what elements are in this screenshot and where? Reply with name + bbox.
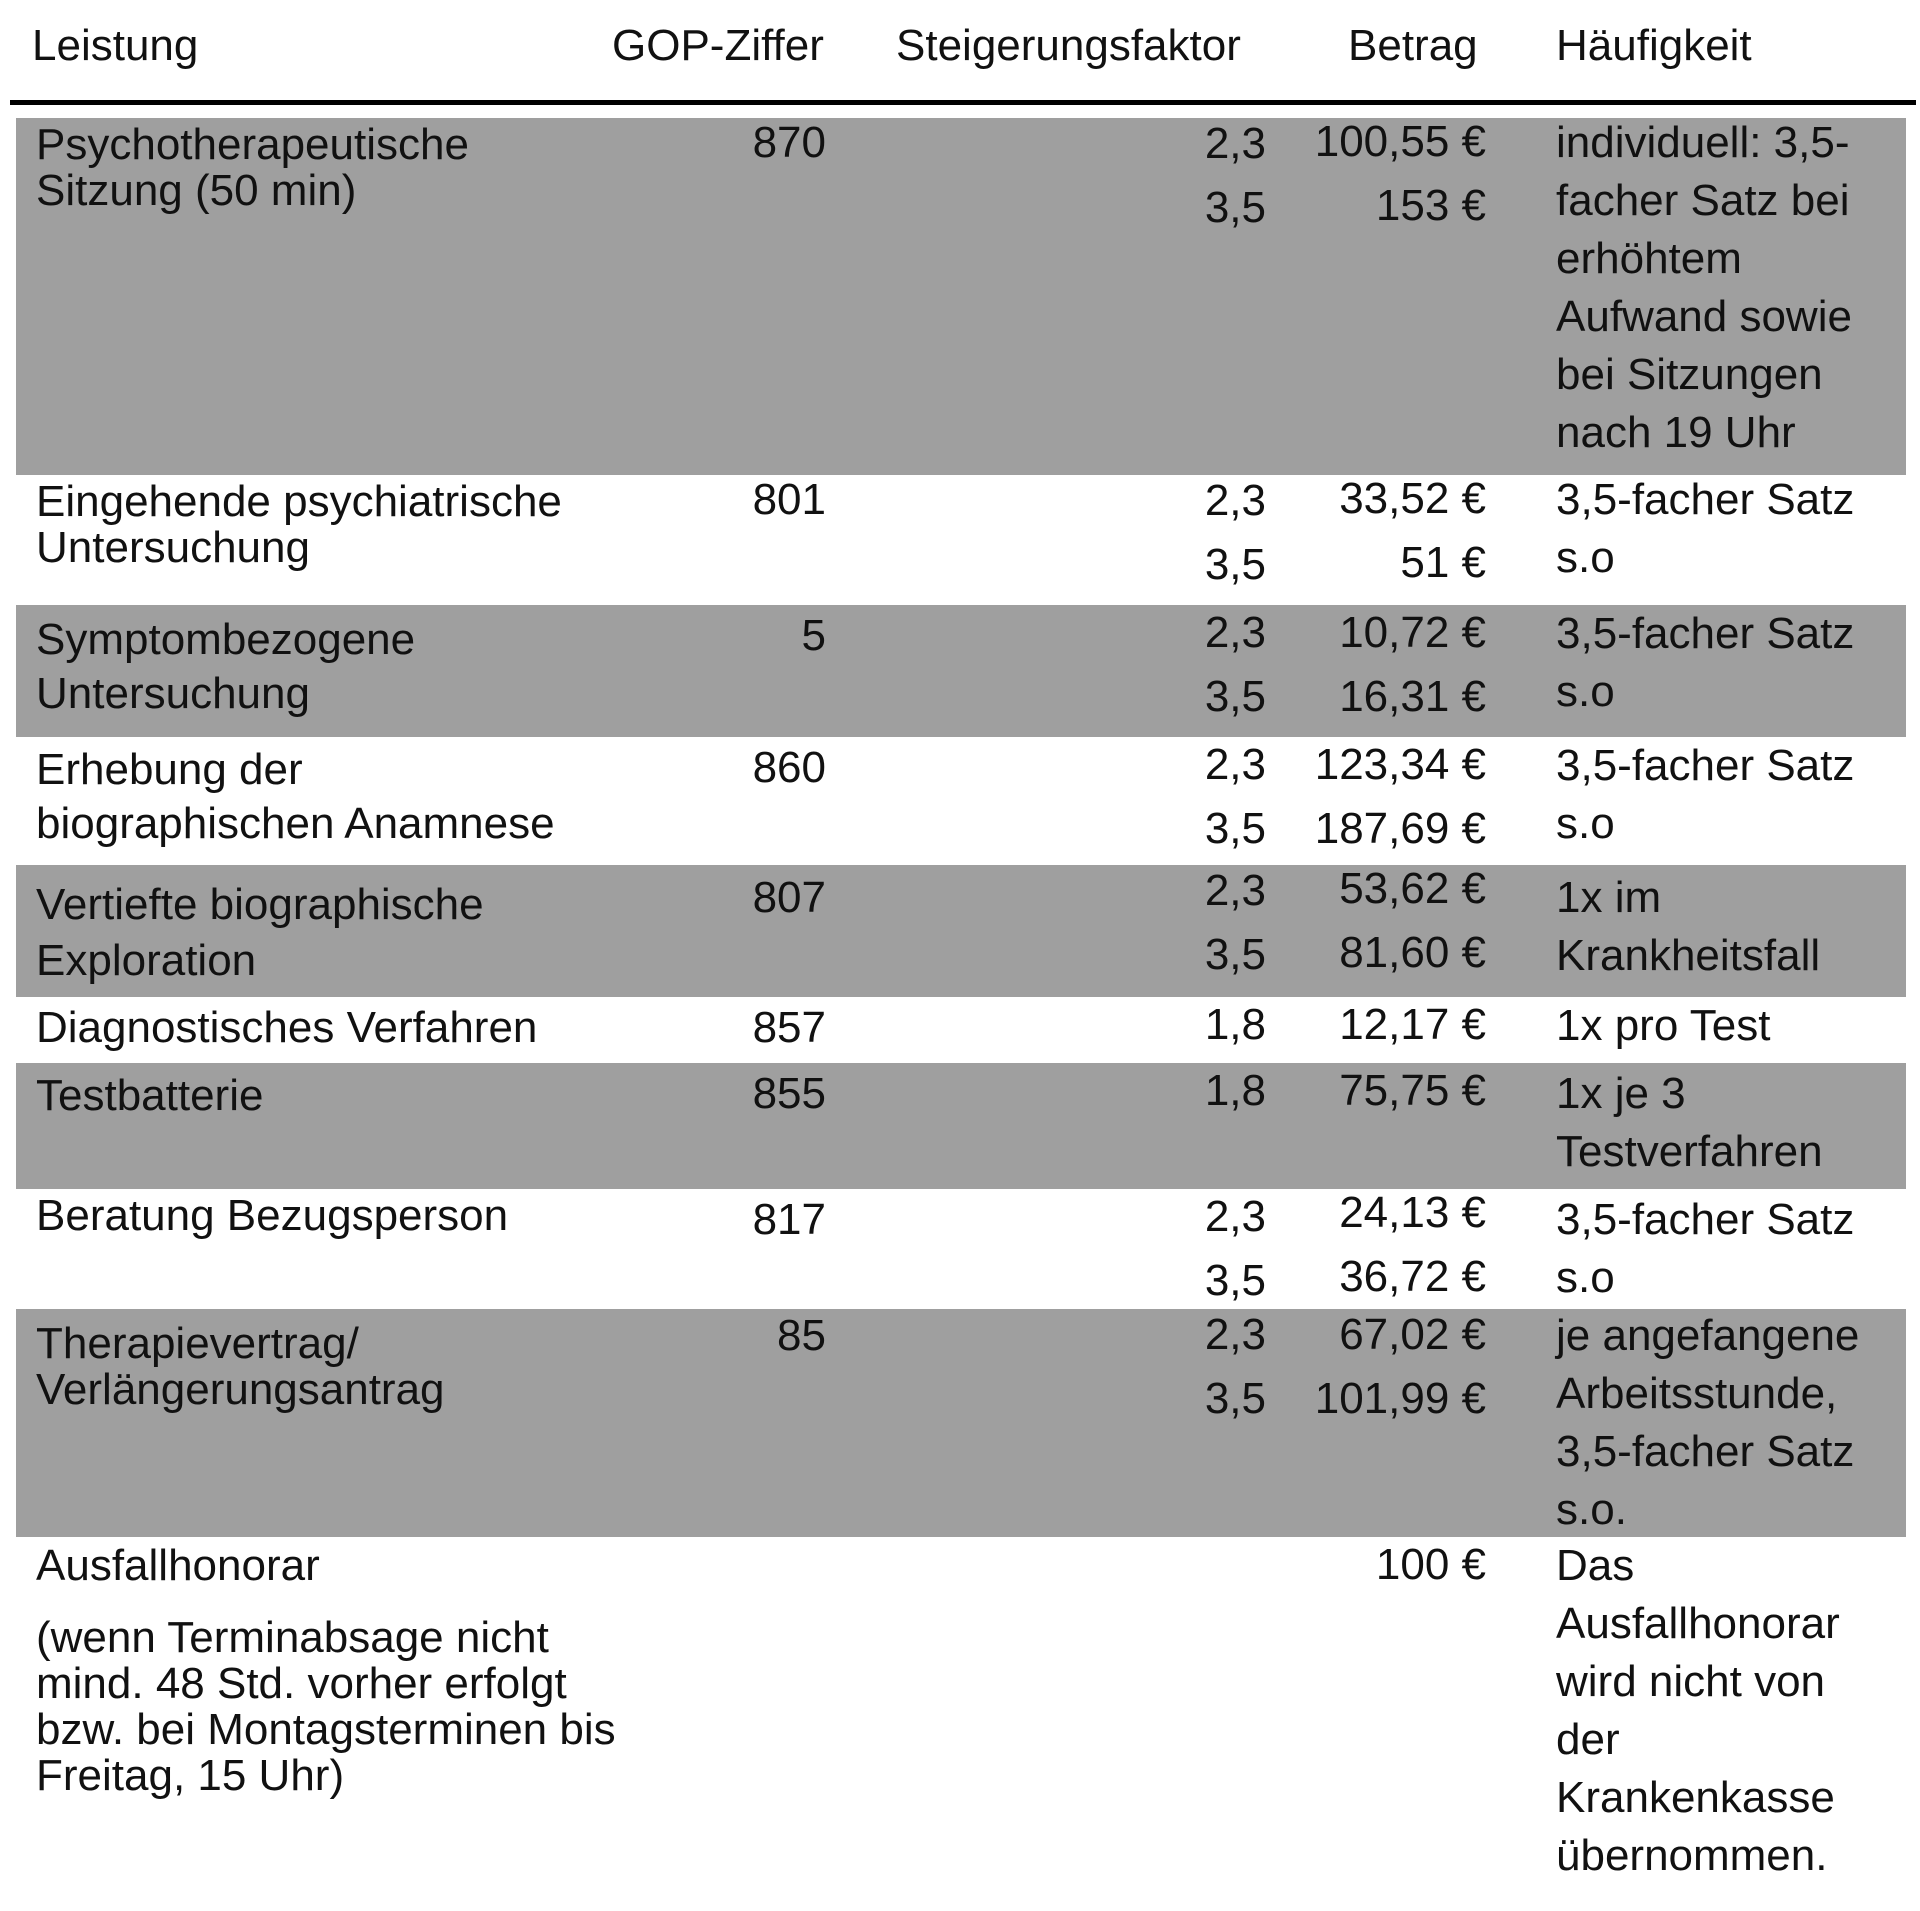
row-faktor: 2,3 3,5: [1204, 119, 1266, 232]
row-gop: 85: [777, 1311, 826, 1360]
row-haeufigkeit: 1x je 3 Testverfahren: [1556, 1069, 1823, 1176]
row-gop: 801: [752, 475, 826, 524]
header-faktor: Steigerungsfaktor: [896, 21, 1241, 70]
row-leistung: Eingehende psychiatrische Untersuchung: [36, 477, 562, 572]
row-gop: 857: [752, 1003, 826, 1052]
row-haeufigkeit: individuell: 3,5- facher Satz bei erhöhtem Aufwand sowie bei Sitzungen nach 19 Uhr: [1556, 118, 1852, 457]
row-betrag: 24,13 € 36,72 €: [1339, 1188, 1486, 1301]
row-haeufigkeit: 1x im Krankheitsfall: [1556, 873, 1821, 980]
row-haeufigkeit: 3,5-facher Satz s.o: [1556, 609, 1855, 716]
row-gop: 817: [752, 1195, 826, 1244]
row-faktor: 1,8: [1204, 1066, 1266, 1115]
table-row: [16, 997, 1906, 1063]
row-leistung: Psychotherapeutische Sitzung (50 min): [36, 120, 469, 215]
row-leistung: Therapievertrag/ Verlängerungsantrag: [36, 1319, 445, 1414]
row-leistung: Vertiefte biographische Exploration: [36, 880, 484, 985]
header-rule: [10, 100, 1916, 105]
row-betrag: 10,72 € 16,31 €: [1339, 608, 1486, 721]
row-betrag: 67,02 € 101,99 €: [1314, 1310, 1486, 1423]
row-leistung: Beratung Bezugsperson: [36, 1191, 509, 1240]
row-leistung: Ausfallhonorar (wenn Terminabsage nicht mind. 48 Std. vorher erfolgt bzw. bei Montagsterminen bis Freitag, 15 Uhr): [36, 1543, 656, 1799]
row-haeufigkeit: 1x pro Test: [1556, 1001, 1771, 1050]
table-row: [16, 1189, 1906, 1309]
table-row: [16, 475, 1906, 605]
row-gop: 807: [752, 873, 826, 922]
row-betrag: 100 €: [1375, 1540, 1486, 1589]
row-faktor: 2,3 3,5: [1204, 608, 1266, 721]
row-haeufigkeit: Das Ausfallhonorar wird nicht von der Krankenkasse übernommen.: [1556, 1541, 1840, 1880]
row-haeufigkeit: 3,5-facher Satz s.o: [1556, 475, 1855, 582]
row-faktor: 2,3 3,5: [1204, 1310, 1266, 1423]
row-leistung: Erhebung der biographischen Anamnese: [36, 745, 555, 848]
row-betrag: 33,52 € 51 €: [1339, 474, 1486, 587]
header-haeufigkeit: Häufigkeit: [1556, 21, 1752, 70]
table-row: [16, 1537, 1906, 1907]
row-haeufigkeit: 3,5-facher Satz s.o: [1556, 741, 1855, 848]
table-header: [0, 0, 1920, 100]
table-row: [16, 605, 1906, 737]
header-gop: GOP-Ziffer: [612, 21, 824, 70]
header-betrag: Betrag: [1348, 21, 1478, 70]
row-leistung: Symptombezogene Untersuchung: [36, 615, 416, 718]
row-betrag: 12,17 €: [1339, 1000, 1486, 1049]
table-row: [16, 1309, 1906, 1537]
row-haeufigkeit: je angefangene Arbeitsstunde, 3,5-facher Satz s.o.: [1556, 1311, 1860, 1534]
row-note: (wenn Terminabsage nicht mind. 48 Std. vorher erfolgt bzw. bei Montagsterminen bis Freitag, 15 Uhr): [36, 1613, 616, 1800]
row-gop: 870: [752, 118, 826, 167]
row-haeufigkeit: 3,5-facher Satz s.o: [1556, 1195, 1855, 1302]
row-betrag: 75,75 €: [1339, 1066, 1486, 1115]
row-faktor: 2,3 3,5: [1204, 866, 1266, 979]
table-row: [16, 118, 1906, 475]
row-betrag: 123,34 € 187,69 €: [1314, 740, 1486, 853]
table-row: [16, 737, 1906, 865]
table-row: [16, 865, 1906, 997]
row-gop: 5: [801, 611, 826, 660]
row-leistung: Testbatterie: [36, 1071, 264, 1120]
row-faktor: 2,3 3,5: [1204, 476, 1266, 589]
row-betrag: 53,62 € 81,60 €: [1339, 864, 1486, 977]
row-gop: 860: [752, 743, 826, 792]
table-row: [16, 1063, 1906, 1189]
row-faktor: 2,3 3,5: [1204, 740, 1266, 853]
row-faktor: 2,3 3,5: [1204, 1192, 1266, 1305]
row-leistung: Diagnostisches Verfahren: [36, 1003, 538, 1052]
row-betrag: 100,55 € 153 €: [1314, 117, 1486, 230]
header-leistung: Leistung: [32, 21, 199, 70]
row-gop: 855: [752, 1069, 826, 1118]
row-faktor: 1,8: [1204, 1000, 1266, 1049]
